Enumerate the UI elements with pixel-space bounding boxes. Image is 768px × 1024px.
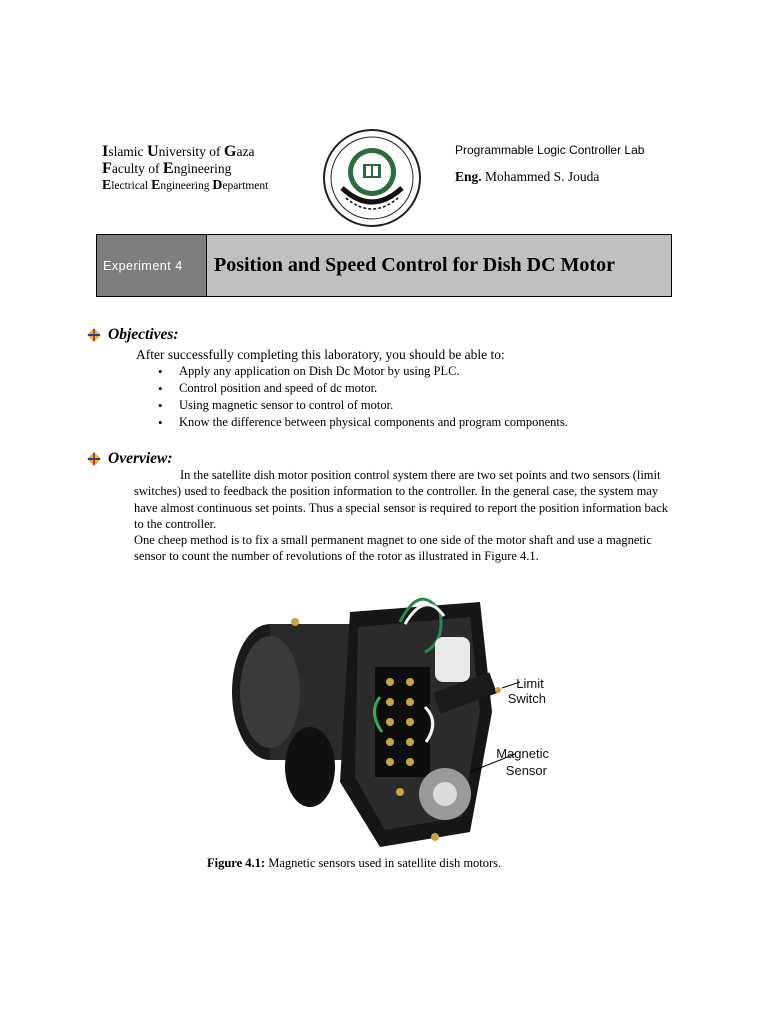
caption-text: Magnetic sensors used in satellite dish motors. (268, 856, 502, 870)
overview-body (134, 467, 679, 565)
section-bullet-icon (86, 451, 102, 467)
objectives-intro: After successfully completing this laboratory, you should be able to: (136, 347, 505, 362)
overview-title: Overview: (108, 450, 173, 467)
department-name: Electrical Engineering Department (102, 177, 269, 192)
overview-heading (86, 450, 173, 468)
label-magnetic-sensor-2: Sensor (505, 763, 547, 778)
instructor (455, 169, 644, 185)
section-bullet-icon (86, 327, 102, 343)
experiment-label: Experiment 4 (97, 235, 207, 296)
faculty-name: Faculty of Engineering (102, 159, 232, 177)
label-limit-switch-1: Limit (516, 676, 544, 691)
label-magnetic-sensor-1: Magnetic (496, 746, 549, 761)
university-header (102, 143, 268, 194)
label-limit-switch-2: Switch (507, 691, 546, 706)
objectives-heading (86, 326, 179, 344)
lab-name: Programmable Logic Controller Lab (455, 143, 645, 157)
overview-paragraph: In the satellite dish motor position control system there are two set points and two sensors (limit switches) used to feedback the position information to the controller. In the general case, the system may have almost continuous set points. Thus a special sensor is required to report the position information back to the controller. (134, 468, 669, 531)
lab-header (455, 143, 644, 185)
list-item: • Know the difference between physical components and program components. (156, 414, 568, 431)
instructor-prefix: Eng. (455, 169, 482, 184)
university-seal-logo (322, 128, 422, 228)
instructor-name: Mohammed S. Jouda (485, 169, 600, 184)
dish-motor-photo (230, 582, 549, 854)
caption-label: Figure 4.1: (207, 856, 266, 870)
figure-caption (207, 856, 501, 871)
objectives-title: Objectives: (108, 326, 179, 343)
list-item: • Control position and speed of dc motor. (156, 380, 568, 397)
list-item: • Apply any application on Dish Dc Motor by using PLC. (156, 363, 568, 380)
overview-paragraph: One cheep method is to fix a small permanent magnet to one side of the motor shaft and use a magnetic sensor to count the number of revolutions of the rotor as illustrated in Figure 4.1. (134, 533, 652, 564)
objectives-list (156, 363, 568, 431)
list-item: • Using magnetic sensor to control of motor. (156, 397, 568, 414)
university-name: Islamic University of Gaza (102, 142, 255, 160)
experiment-title: Position and Speed Control for Dish DC Motor (207, 235, 671, 296)
experiment-banner (96, 234, 672, 297)
